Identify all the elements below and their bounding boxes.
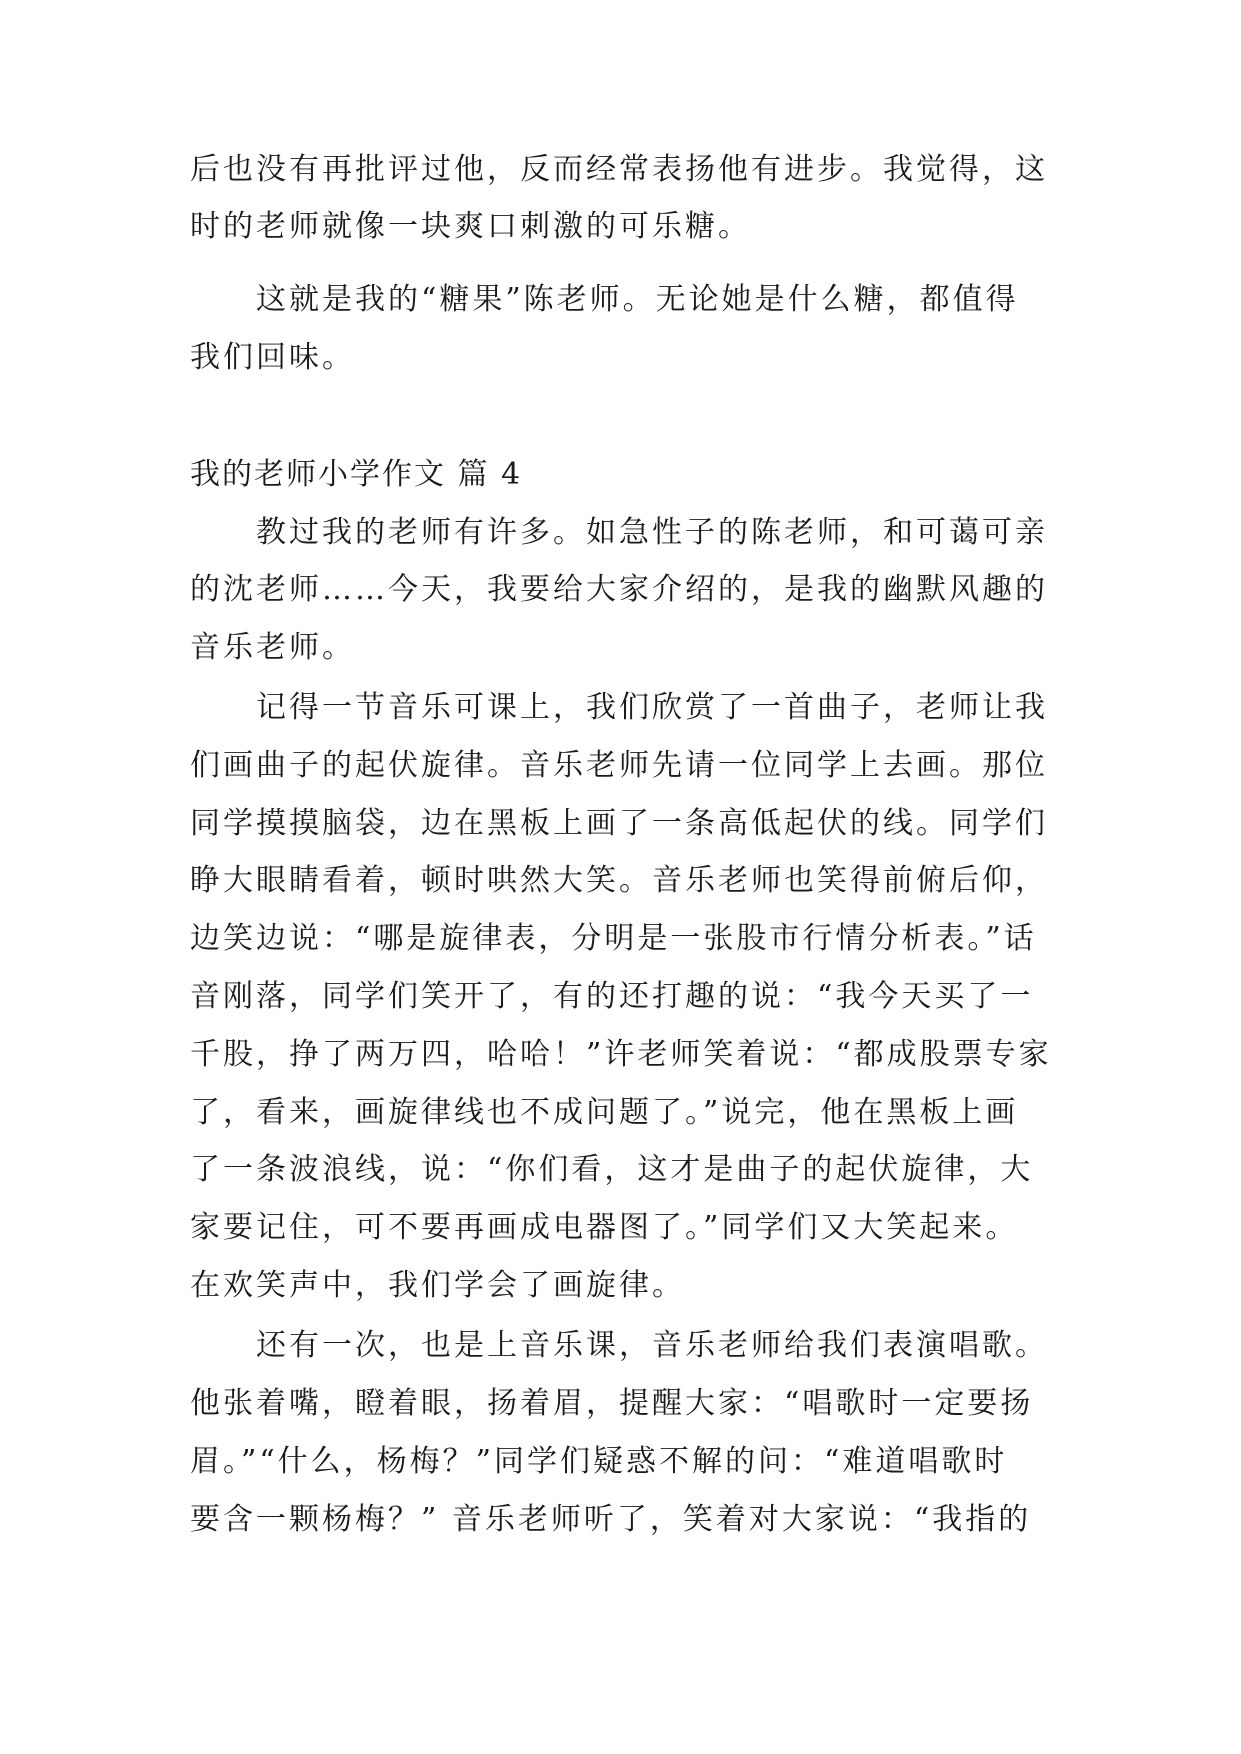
text-line: 时的老师就像一块爽口刺激的可乐糖。	[190, 209, 751, 244]
text-line: 这就是我的“糖果”陈老师。无论她是什么糖，都值得	[256, 282, 1019, 317]
text-line: 了一条波浪线，说：“你们看，这才是曲子的起伏旋律，大	[190, 1152, 1034, 1187]
text-line: 同学摸摸脑袋，边在黑板上画了一条高低起伏的线。同学们	[190, 806, 1048, 841]
text-line: 们画曲子的起伏旋律。音乐老师先请一位同学上去画。那位	[190, 748, 1048, 783]
text-line: 教过我的老师有许多。如急性子的陈老师，和可蔼可亲	[256, 515, 1048, 550]
text-line: 的沈老师……今天，我要给大家介绍的，是我的幽默风趣的	[190, 572, 1048, 607]
text-line: 我们回味。	[190, 340, 355, 375]
text-line: 要含一颗杨梅？” 音乐老师听了，笑着对大家说：“我指的	[190, 1502, 1032, 1537]
text-line: 家要记住，可不要再画成电器图了。”同学们又大笑起来。	[190, 1210, 1019, 1245]
text-line: 睁大眼睛看着，顿时哄然大笑。音乐老师也笑得前俯后仰，	[190, 863, 1048, 898]
text-line: 边笑边说：“哪是旋律表，分明是一张股市行情分析表。”话	[190, 921, 1037, 956]
text-line: 音刚落，同学们笑开了，有的还打趣的说：“我今天买了一	[190, 979, 1034, 1014]
text-line: 千股，挣了两万四，哈哈！”许老师笑着说：“都成股票专家	[190, 1037, 1052, 1072]
text-line: 记得一节音乐可课上，我们欣赏了一首曲子，老师让我	[256, 690, 1048, 725]
text-line: 眉。”“什么，杨梅？”同学们疑惑不解的问：“难道唱歌时	[190, 1444, 1008, 1479]
text-line: 在欢笑声中，我们学会了画旋律。	[190, 1268, 685, 1303]
section-heading: 我的老师小学作文 篇 4	[190, 457, 523, 492]
text-line: 还有一次，也是上音乐课，音乐老师给我们表演唱歌。	[256, 1328, 1048, 1363]
text-line: 了，看来，画旋律线也不成问题了。”说完，他在黑板上画	[190, 1095, 1019, 1130]
text-line: 音乐老师。	[190, 630, 355, 665]
text-line: 他张着嘴，瞪着眼，扬着眉，提醒大家：“唱歌时一定要扬	[190, 1386, 1034, 1421]
text-line: 后也没有再批评过他，反而经常表扬他有进步。我觉得，这	[190, 152, 1048, 187]
